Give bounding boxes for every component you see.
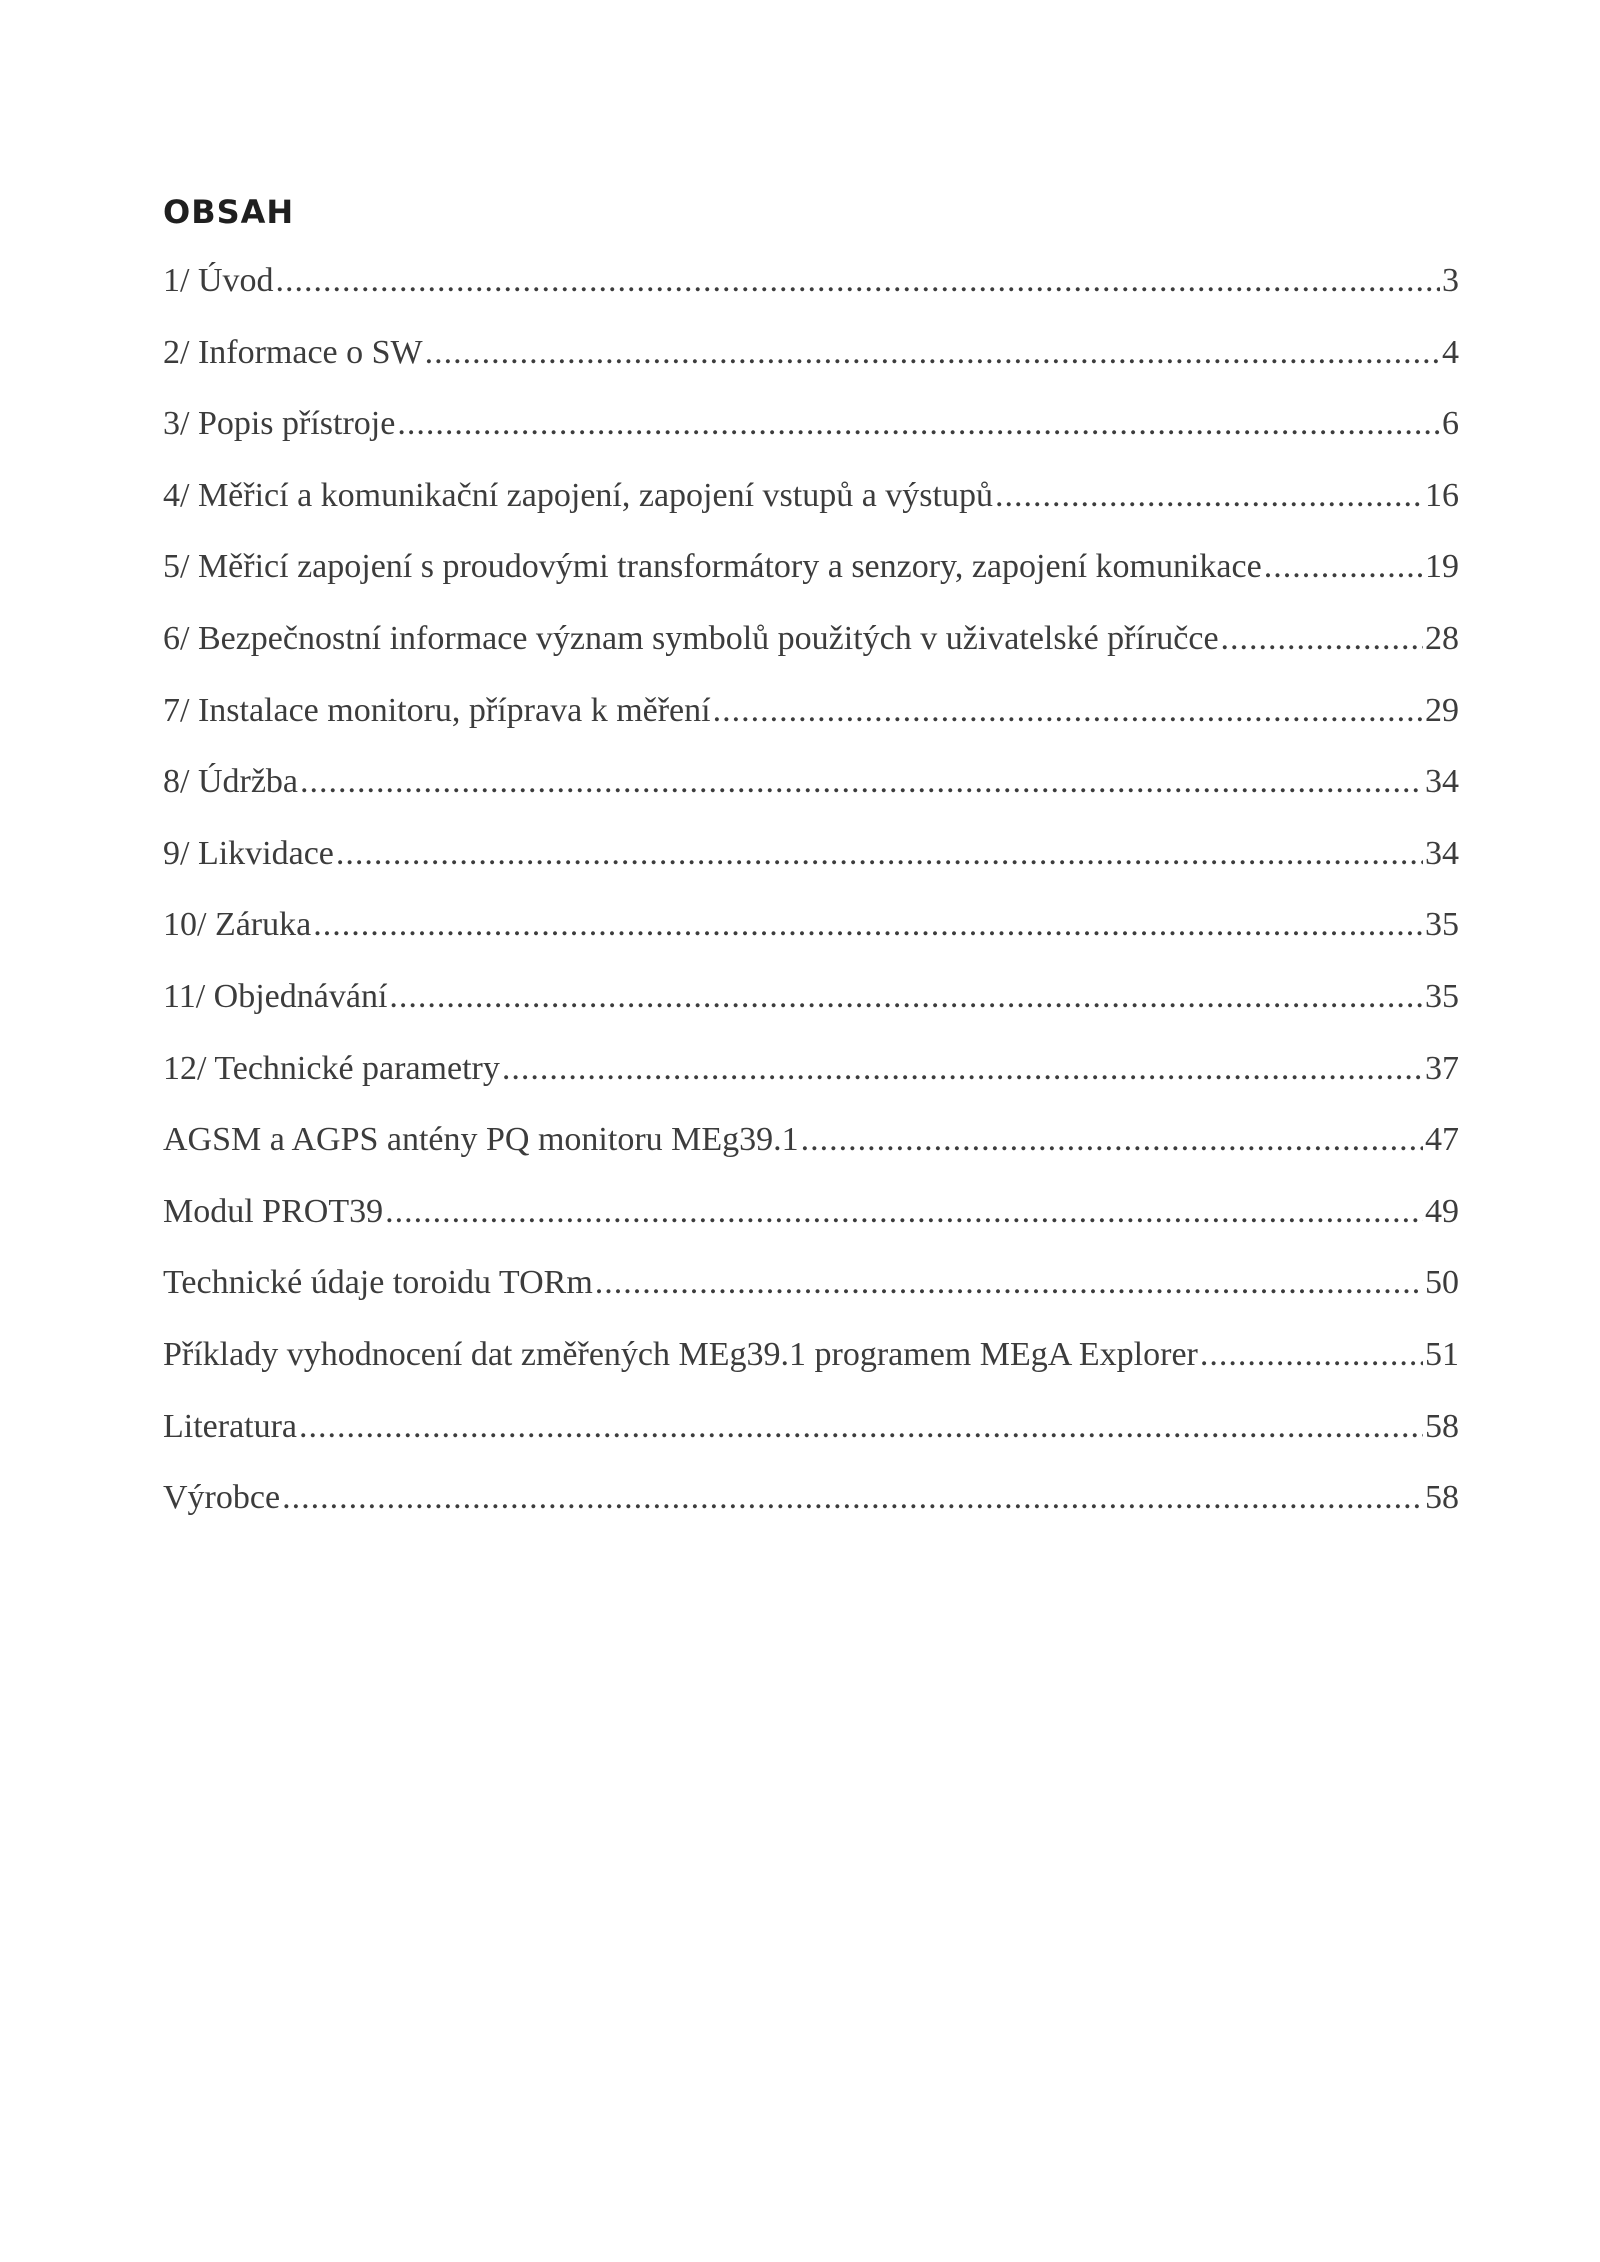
toc-entry[interactable]	[163, 1479, 1459, 1551]
toc-entry[interactable]	[163, 334, 1459, 406]
toc-list	[163, 262, 1459, 1551]
toc-dot-leader	[425, 334, 1440, 372]
toc-entry-page: 34	[1425, 834, 1459, 872]
toc-dot-leader	[595, 1264, 1423, 1302]
toc-entry[interactable]	[163, 1408, 1459, 1480]
toc-entry-label: 6/ Bezpečnostní informace význam symbolů použitých v uživatelské příručce	[163, 619, 1219, 657]
toc-entry-label: 9/ Likvidace	[163, 834, 334, 872]
toc-dot-leader	[1200, 1336, 1423, 1374]
toc-entry-page: 35	[1425, 977, 1459, 1015]
toc-dot-leader	[313, 906, 1423, 944]
toc-entry-page: 16	[1425, 476, 1459, 514]
toc-entry-label: Technické údaje toroidu TORm	[163, 1264, 593, 1302]
toc-entry-label: 5/ Měřicí zapojení s proudovými transformátory a senzory, zapojení komunikace	[163, 548, 1262, 586]
toc-dot-leader	[276, 262, 1441, 300]
toc-dot-leader	[389, 978, 1423, 1016]
toc-entry[interactable]	[163, 1336, 1459, 1408]
toc-dot-leader	[1264, 548, 1423, 586]
toc-entry[interactable]	[163, 906, 1459, 978]
toc-dot-leader	[502, 1050, 1423, 1088]
toc-entry-page: 34	[1425, 763, 1459, 801]
toc-dot-leader	[300, 763, 1423, 801]
toc-entry-label: Výrobce	[163, 1479, 281, 1517]
toc-entry-label: 2/ Informace o SW	[163, 333, 423, 371]
toc-dot-leader	[397, 405, 1440, 443]
toc-entry[interactable]	[163, 978, 1459, 1050]
toc-entry-page: 47	[1425, 1121, 1459, 1159]
toc-entry-page: 58	[1425, 1479, 1459, 1517]
toc-dot-leader	[385, 1193, 1423, 1231]
toc-entry-label: 7/ Instalace monitoru, příprava k měření	[163, 691, 711, 729]
toc-entry-page: 35	[1425, 906, 1459, 944]
toc-entry[interactable]	[163, 1264, 1459, 1336]
toc-dot-leader	[282, 1479, 1423, 1517]
toc-dot-leader	[713, 692, 1423, 730]
toc-entry-label: 1/ Úvod	[163, 262, 274, 299]
toc-entry[interactable]	[163, 763, 1459, 835]
toc-entry-label: 3/ Popis přístroje	[163, 405, 396, 443]
toc-entry-page: 19	[1425, 548, 1459, 586]
toc-entry-page: 4	[1442, 333, 1459, 371]
toc-dot-leader	[995, 477, 1423, 515]
toc-entry[interactable]	[163, 262, 1459, 334]
toc-entry-page: 51	[1425, 1335, 1459, 1373]
toc-entry-label: 12/ Technické parametry	[163, 1049, 500, 1087]
toc-entry[interactable]	[163, 1050, 1459, 1122]
toc-entry-page: 6	[1442, 405, 1459, 443]
toc-dot-leader	[299, 1408, 1423, 1446]
toc-entry-label: 11/ Objednávání	[163, 977, 388, 1015]
toc-entry-label: Modul PROT39	[163, 1192, 384, 1230]
toc-entry-page: 58	[1425, 1407, 1459, 1445]
toc-dot-leader	[336, 835, 1423, 873]
toc-entry-page: 49	[1425, 1192, 1459, 1230]
toc-entry-page: 28	[1425, 619, 1459, 657]
toc-entry-page: 29	[1425, 691, 1459, 729]
toc-entry[interactable]	[163, 620, 1459, 692]
toc-entry[interactable]	[163, 477, 1459, 549]
toc-entry[interactable]	[163, 548, 1459, 620]
toc-title: OBSAH	[163, 193, 295, 231]
toc-entry-label: Příklady vyhodnocení dat změřených MEg39.1 programem MEgA Explorer	[163, 1335, 1198, 1373]
toc-entry[interactable]	[163, 1121, 1459, 1193]
toc-entry[interactable]	[163, 405, 1459, 477]
table-of-contents	[163, 190, 1459, 1551]
toc-entry[interactable]	[163, 1193, 1459, 1265]
toc-entry-label: AGSM a AGPS antény PQ monitoru MEg39.1	[163, 1121, 799, 1159]
toc-entry-page: 50	[1425, 1264, 1459, 1302]
toc-entry-label: 10/ Záruka	[163, 906, 312, 944]
toc-entry-page: 3	[1442, 262, 1459, 299]
toc-entry-label: 8/ Údržba	[163, 763, 299, 801]
toc-entry-label: 4/ Měřicí a komunikační zapojení, zapojení vstupů a výstupů	[163, 476, 993, 514]
toc-dot-leader	[801, 1121, 1423, 1159]
toc-entry-label: Literatura	[163, 1407, 298, 1445]
toc-entry[interactable]	[163, 692, 1459, 764]
toc-entry[interactable]	[163, 835, 1459, 907]
toc-dot-leader	[1221, 620, 1423, 658]
toc-entry-page: 37	[1425, 1049, 1459, 1087]
